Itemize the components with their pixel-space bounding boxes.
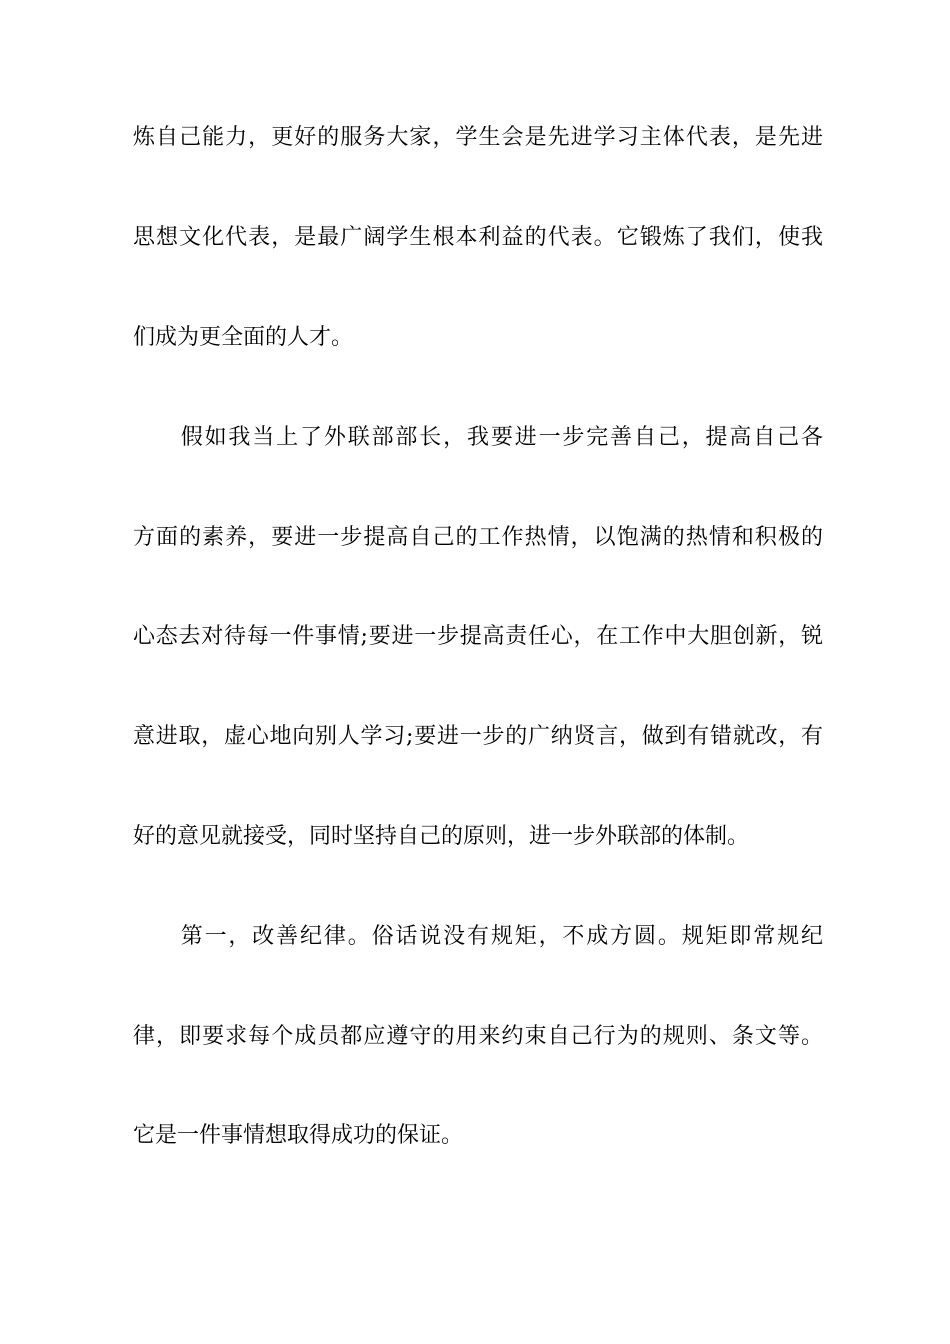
text-line-4: 假如我当上了外联部部长，我要进一步完善自己，提高自己各 xyxy=(133,425,823,450)
text-line-2: 思想文化代表，是最广阔学生根本利益的代表。它锻炼了我们，使我 xyxy=(133,225,823,250)
text-line-6: 心态去对待每一件事情;要进一步提高责任心，在工作中大胆创新，锐 xyxy=(133,624,823,649)
text-line-7: 意进取，虚心地向别人学习;要进一步的广纳贤言，做到有错就改，有 xyxy=(133,724,823,749)
text-line-11: 它是一件事情想取得成功的保证。 xyxy=(133,1123,464,1148)
text-line-9: 第一，改善纪律。俗话说没有规矩，不成方圆。规矩即常规纪 xyxy=(133,924,823,949)
text-line-10: 律，即要求每个成员都应遵守的用来约束自己行为的规则、条文等。 xyxy=(133,1024,823,1049)
text-line-1: 炼自己能力，更好的服务大家，学生会是先进学习主体代表，是先进 xyxy=(133,125,823,150)
text-line-5: 方面的素养，要进一步提高自己的工作热情，以饱满的热情和积极的 xyxy=(133,525,823,550)
text-line-3: 们成为更全面的人才。 xyxy=(133,325,354,350)
text-line-8: 好的意见就接受，同时坚持自己的原则，进一步外联部的体制。 xyxy=(133,824,750,849)
